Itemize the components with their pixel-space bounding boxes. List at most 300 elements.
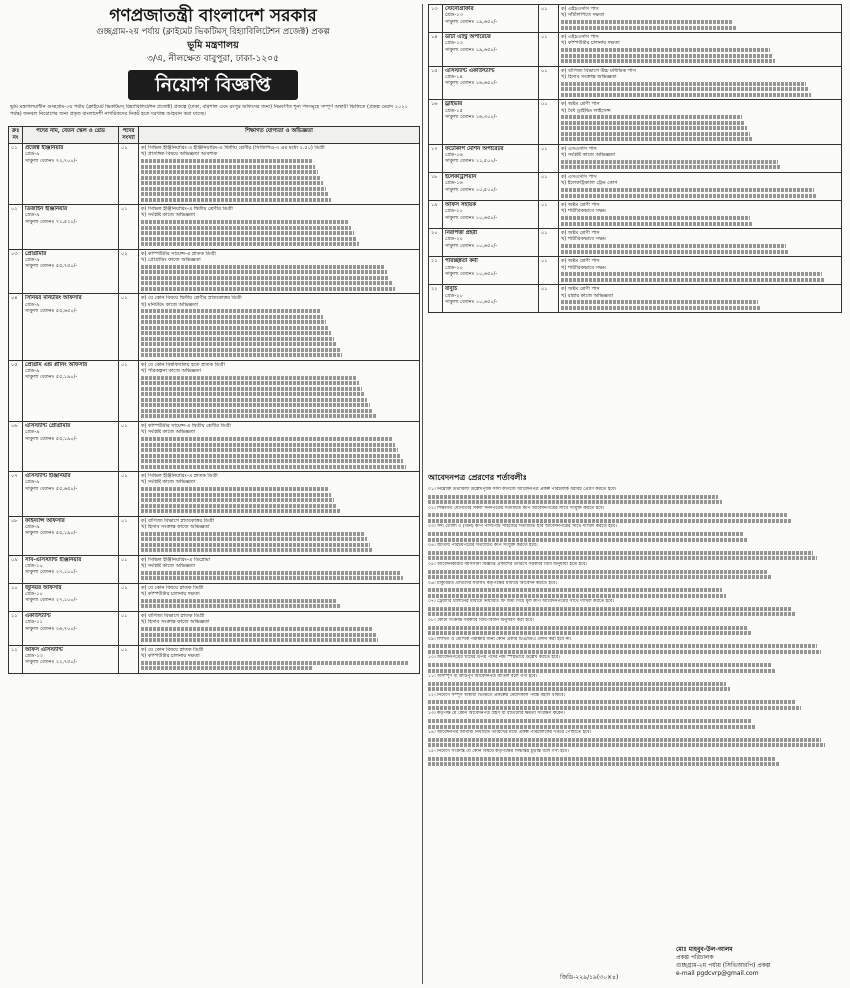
text-line: [141, 270, 387, 274]
condition-item: ১৪। আবেদনপত্র আগামী নির্ধারিত তারিখের মধ্যে প্রকল্প পরিচালকের দপ্তরে পৌঁছাতে হবে।: [428, 730, 592, 736]
row-post: [23, 205, 119, 250]
row-qualification: [559, 285, 842, 313]
text-line: [141, 414, 376, 418]
post-post: সিনিয়র মনিটরিং অফিসার: [25, 295, 82, 302]
post-post: নিরাপত্তা প্রহরী: [445, 230, 478, 237]
text-line: [561, 54, 772, 58]
text-line: [428, 631, 751, 635]
row-qualification: [139, 421, 420, 471]
qualification-line: ক) সিভিল ইঞ্জিনিয়ারিং-এ দ্বিতীয় শ্রেণীর ডিগ্রী: [141, 206, 233, 213]
post-post: এসিস্ট্যান্ট একাউন্ট্যান্ট: [445, 67, 495, 74]
post-pay: সাকুল্য বেতনঃ ২৬,৭০০/-: [25, 625, 78, 632]
qualification-line: খ) বৈধ ড্রাইভিং লাইসেন্স: [561, 107, 611, 114]
row-count: ০১: [539, 144, 559, 172]
post-post: ডাটা এন্ট্রি অপারেটর: [445, 34, 491, 41]
row-qualification: [139, 249, 420, 294]
text-line: [141, 571, 400, 575]
text-line: [141, 493, 331, 497]
post-post: বাবুর্চি: [445, 286, 458, 293]
text-line: [561, 244, 786, 248]
text-line: [141, 532, 365, 536]
row-serial: ০৫: [9, 360, 23, 421]
project-name: গুচ্ছগ্রাম-২য় পর্যায় (ক্লাইমেট ভিকটিমস্ রিহ্যাবিলিটেশন প্রজেক্ট) প্রকল্প: [96, 27, 330, 37]
row-serial: ১৯: [429, 201, 443, 229]
row-count: ০১: [539, 5, 559, 33]
text-line: [428, 669, 776, 673]
row-serial: ১৩: [429, 5, 443, 33]
row-qualification: [559, 172, 842, 200]
text-line: [561, 165, 781, 169]
text-line: [561, 137, 753, 141]
table-row: [9, 611, 420, 645]
text-line: [141, 666, 312, 670]
text-line: [141, 220, 348, 224]
signatory-designation: প্রকল্প পরিচালক: [676, 954, 714, 961]
condition-item: ০৪। জাতীয় পরিচয়পত্রের সত্যায়িত কপি সংযুক্ত করতে হবে।: [428, 543, 538, 549]
table-row: [9, 472, 420, 517]
text-line: [428, 612, 796, 616]
post-grade: গ্রেড-১৬: [445, 152, 463, 159]
post-pay: সাকুল্য বেতনঃ ২৭,১০০/-: [25, 569, 78, 576]
row-qualification: [139, 583, 420, 611]
text-line: [428, 607, 792, 611]
row-post: [23, 583, 119, 611]
row-qualification: [559, 144, 842, 172]
post-pay: সাকুল্য বেতনঃ ৭২,৭০০/-: [25, 157, 78, 164]
table-row: [9, 249, 420, 294]
qualification-line: খ) সংশ্লিষ্ট কাজে অভিজ্ঞতা: [141, 479, 196, 486]
row-qualification: [139, 294, 420, 361]
qualification-line: খ) রান্নার কাজে অভিজ্ঞতা: [561, 292, 614, 299]
post-grade: গ্রেড-১৫: [445, 107, 463, 114]
post-grade: গ্রেড-৯: [25, 368, 40, 375]
signatory-name: মোঃ মাহবুব-উল-আলম: [676, 946, 733, 953]
qualification-line: খ) সংশ্লিষ্ট কাজে অভিজ্ঞতা: [141, 212, 196, 219]
text-line: [141, 287, 395, 291]
table-row: [9, 294, 420, 361]
row-count: ০১: [539, 66, 559, 100]
text-line: [141, 353, 342, 357]
text-line: [428, 594, 726, 598]
post-pay: সাকুল্য বেতনঃ ১১,৫০০/-: [445, 158, 498, 165]
text-line: [141, 409, 373, 413]
row-count: ০১: [539, 229, 559, 257]
row-qualification: [559, 33, 842, 67]
row-count: ০১: [119, 516, 139, 555]
row-serial: ১২: [9, 645, 23, 673]
post-pay: সাকুল্য বেতনঃ ১০,৫০০/-: [445, 186, 498, 193]
row-post: [23, 645, 119, 673]
qualification-line: খ) সংশ্লিষ্ট কাজে অভিজ্ঞতা: [141, 563, 196, 570]
row-qualification: [139, 205, 420, 250]
header-serial: ক্রঃ নং: [9, 127, 23, 144]
row-count: ০১: [119, 611, 139, 645]
row-count: ০১: [119, 205, 139, 250]
row-serial: ০২: [9, 205, 23, 250]
qualification-line: খ) সাঁটলিপিতে দক্ষতা: [561, 12, 605, 19]
qualification-line: খ) প্রোগ্রামিং কাজে অভিজ্ঞতা: [141, 256, 201, 263]
text-line: [141, 226, 351, 230]
text-line: [141, 276, 389, 280]
condition-item: ০৬। চাকুরিরত প্রার্থীদের যথাযথ কর্তৃপক্ষের মাধ্যমে আবেদন করতে হবে।: [428, 580, 558, 586]
text-line: [141, 599, 337, 603]
row-qualification: [139, 516, 420, 555]
post-pay: সাকুল্য বেতনঃ ৫৫,৬৫০/-: [25, 485, 78, 492]
text-line: [141, 437, 392, 441]
row-post: [443, 172, 539, 200]
text-line: [141, 443, 395, 447]
post-grade: গ্রেড-২০: [445, 236, 463, 243]
row-post: [23, 294, 119, 361]
row-count: ০১: [539, 100, 559, 145]
header: [8, 6, 418, 66]
row-qualification: [559, 5, 842, 33]
post-pay: সাকুল্য বেতনঃ ৭১,৫২০/-: [25, 218, 78, 225]
office-address: ৩/এ, নীলক্ষেত বাবুপুরা, ঢাকা-১২০৫: [147, 54, 279, 64]
post-pay: সাকুল্য বেতনঃ ১৬,৩০০/-: [445, 113, 498, 120]
qualification-line: ক) কম্পিউটার সায়েন্স-এ দ্বিতীয় শ্রেণীর ডিগ্রী: [141, 422, 231, 429]
post-pay: সাকুল্য বেতনঃ ৫৫,১৯০/-: [25, 374, 78, 381]
row-post: [23, 555, 119, 583]
post-grade: গ্রেড-৯: [25, 479, 40, 486]
qualification-line: ক) অষ্টম শ্রেণী পাস: [561, 202, 600, 209]
qualification-line: ক) যে কোন বিশ্ববিদ্যালয় হতে স্নাতক ডিগ্রী: [141, 361, 225, 368]
post-pay: সাকুল্য বেতনঃ ১০,৬৫০/-: [445, 270, 498, 277]
text-line: [141, 661, 409, 665]
text-line: [561, 250, 789, 254]
text-line: [428, 757, 776, 761]
text-line: [141, 381, 359, 385]
text-line: [141, 342, 337, 346]
condition-item: ০২। শিক্ষাগত যোগ্যতার সকল সনদপত্রের সত্যায়িত কপি আবেদনপত্রের সাথে সংযুক্ত করতে হবে।: [428, 505, 605, 511]
conditions-list: [428, 487, 842, 766]
text-line: [141, 187, 326, 191]
header-qualification: শিক্ষাগত যোগ্যতা ও অভিজ্ঞতা: [139, 127, 420, 144]
table-row: [429, 172, 842, 200]
post-pay: সাকুল্য বেতনঃ ১০,৬৫০/-: [445, 242, 498, 249]
text-line: [141, 281, 392, 285]
text-line: [428, 725, 755, 729]
row-post: [443, 5, 539, 33]
row-count: ০১: [119, 421, 139, 471]
row-qualification: [139, 472, 420, 517]
text-line: [561, 87, 808, 91]
row-count: ০১: [119, 555, 139, 583]
condition-item: ১৫। নিয়োগ সংক্রান্ত যে কোন বিষয়ে কর্তৃপক্ষের সিদ্ধান্তই চূড়ান্ত বলে গণ্য হবে।: [428, 748, 569, 754]
post-grade: গ্রেড-৯: [25, 256, 40, 263]
text-line: [141, 398, 367, 402]
text-line: [141, 627, 373, 631]
table-row: [9, 421, 420, 471]
post-grade: গ্রেড-৯: [25, 429, 40, 436]
row-qualification: [139, 611, 420, 645]
qualification-line: খ) সংশ্লিষ্ট কাজে অভিজ্ঞতা: [561, 152, 616, 159]
text-line: [141, 326, 329, 330]
qualification-line: খ) হিসাব সংক্রান্ত অভিজ্ঞতা: [561, 73, 617, 80]
text-line: [141, 315, 323, 319]
qualification-line: ক) সিভিল ইঞ্জিনিয়ারিং-এ ডিপ্লোমা: [141, 556, 211, 563]
row-serial: ১৮: [429, 172, 443, 200]
table-row: [9, 360, 420, 421]
text-line: [428, 495, 718, 499]
row-count: ০১: [119, 645, 139, 673]
post-post: ফটোকপি মেশিন অপারেটর: [445, 145, 504, 152]
post-post: সাব-এসিস্ট্যান্ট ইঞ্জিনিয়ার: [25, 556, 82, 563]
government-title: গণপ্রজাতন্ত্রী বাংলাদেশ সরকার: [109, 6, 317, 26]
post-pay: সাকুল্য বেতনঃ ১৬,৬৫০/-: [445, 80, 498, 87]
application-conditions: [428, 472, 842, 942]
qualification-line: ক) অষ্টম শ্রেণী পাস: [561, 286, 600, 293]
post-post: এসিস্ট্যান্ট প্রোগ্রামার: [25, 422, 71, 429]
post-post: প্রোগ্রাম এন্ড প্লানিং অফিসার: [25, 361, 88, 368]
text-line: [561, 272, 822, 276]
qualification-line: খ) কম্পিউটার চালনায় দক্ষতা: [561, 40, 620, 47]
post-pay: সাকুল্য বেতনঃ ১৯,৬৫০/-: [445, 46, 498, 53]
row-count: ০১: [119, 294, 139, 361]
row-serial: ০৭: [9, 472, 23, 517]
post-pay: সাকুল্য বেতনঃ ৫৫,৭৫০/-: [25, 263, 78, 270]
post-grade: গ্রেড-১১: [25, 619, 43, 626]
text-line: [428, 551, 813, 555]
row-post: [443, 100, 539, 145]
row-qualification: [139, 360, 420, 421]
qualification-line: ক) বাণিজ্য বিভাগে স্নাতকোত্তর ডিগ্রী: [141, 517, 215, 524]
post-grade: গ্রেড-১০: [25, 563, 43, 570]
row-post: [23, 360, 119, 421]
qualification-line: ক) এইচএসসি পাস: [561, 6, 599, 12]
ministry-name: ভূমি মন্ত্রণালয়: [187, 40, 239, 51]
text-line: [428, 762, 780, 766]
row-qualification: [139, 144, 420, 205]
row-post: [443, 66, 539, 100]
post-grade: গ্রেড-১৪: [445, 73, 463, 80]
condition-item: ১১। অসম্পূর্ণ বা ত্রুটিপূর্ণ আবেদনপত্র বাতিল বলে গণ্য হবে।: [428, 674, 538, 680]
table-row: [9, 555, 420, 583]
text-line: [141, 454, 400, 458]
qualification-line: ক) এসএসসি পাস: [561, 145, 597, 152]
row-count: ০১: [119, 249, 139, 294]
table-row: [429, 201, 842, 229]
condition-item: ১০। আবেদনপত্রের খামের উপর পদের নাম স্পষ্টভাবে উল্লেখ করতে হবে।: [428, 655, 560, 661]
post-grade: গ্রেড-১৩: [445, 12, 463, 19]
post-grade: গ্রেড-১৬: [445, 180, 463, 187]
text-line: [428, 644, 817, 648]
post-post: প্রজেক্ট ইঞ্জিনিয়ার: [25, 145, 64, 151]
row-count: ০১: [539, 33, 559, 67]
post-pay: সাকুল্য বেতনঃ ৫৫,১৯০/-: [25, 530, 78, 537]
row-count: ০১: [119, 583, 139, 611]
table-row: [9, 205, 420, 250]
condition-item: ১৩। কর্তৃপক্ষ যে কোন আবেদনপত্র গ্রহণ বা বাতিলের ক্ষমতা সংরক্ষণ করেন।: [428, 711, 565, 717]
text-line: [141, 192, 329, 196]
post-pay: সাকুল্য বেতনঃ ৫৫,১৯০/-: [25, 435, 78, 442]
header-post: পদের নাম, বেতন স্কেল ও গ্রেড: [23, 127, 119, 144]
text-line: [428, 588, 722, 592]
text-line: [141, 198, 331, 202]
text-line: [428, 650, 821, 654]
text-line: [141, 387, 362, 391]
text-line: [428, 743, 825, 747]
post-grade: গ্রেড-৯: [25, 301, 40, 308]
row-serial: ২১: [429, 257, 443, 285]
text-line: [141, 459, 403, 463]
condition-item: ০৫। আবেদনকারীর বয়সসীমা বিজ্ঞপ্তি প্রকাশের তারিখে সরকারি বিধি অনুযায়ী হতে হবে।: [428, 561, 588, 567]
post-grade: গ্রেড-২০: [445, 292, 463, 299]
text-line: [141, 498, 334, 502]
post-post: ইলেকট্রিশিয়ান: [445, 173, 477, 180]
table-row: [9, 144, 420, 205]
row-post: [23, 611, 119, 645]
text-line: [428, 687, 730, 691]
table-row: [429, 100, 842, 145]
text-line: [141, 638, 378, 642]
text-line: [561, 26, 736, 30]
text-line: [141, 170, 318, 174]
text-line: [561, 194, 817, 198]
qualification-line: খ) মনিটরিং কাজে অভিজ্ঞতা: [141, 301, 199, 308]
text-line: [141, 504, 337, 508]
post-grade: গ্রেড-২০: [445, 208, 463, 215]
row-post: [23, 472, 119, 517]
qualification-line: খ) ইলেকট্রিক্যাল ট্রেড কোর্স: [561, 180, 618, 187]
post-pay: সাকুল্য বেতনঃ ৫৫,৬৫০/-: [25, 307, 78, 314]
post-grade: গ্রেড-১৩: [445, 40, 463, 47]
post-post: ডিজাইন ইঞ্জিনিয়ার: [25, 206, 68, 213]
text-line: [141, 548, 373, 552]
qualification-line: খ) শারীরিকভাবে সক্ষম: [561, 208, 606, 215]
row-qualification: [559, 100, 842, 145]
qualification-line: ক) অষ্টম শ্রেণী পাস: [561, 258, 600, 265]
row-count: ০১: [539, 257, 559, 285]
text-line: [428, 700, 796, 704]
row-serial: ০৩: [9, 249, 23, 294]
post-post: একাউন্ট্যান্ট: [25, 612, 51, 619]
text-line: [561, 20, 733, 24]
qualification-line: খ) হিসাব সংক্রান্ত কাজে অভিজ্ঞতা: [141, 523, 210, 530]
post-grade: গ্রেড-২০: [445, 264, 463, 271]
text-line: [561, 216, 750, 220]
condition-item: ০৯। লিখিত ও মৌখিক পরীক্ষার জন্য কোন প্রকার টিএ/ডিএ প্রদান করা হবে না।: [428, 636, 572, 642]
row-qualification: [559, 257, 842, 285]
table-row: [9, 516, 420, 555]
row-qualification: [139, 645, 420, 673]
qualification-line: খ) পরিকল্পনা কাজে অভিজ্ঞতা: [141, 368, 201, 375]
text-line: [428, 626, 747, 630]
row-count: ০১: [539, 201, 559, 229]
qualification-line: খ) হিসাব সংক্রান্ত কাজে অভিজ্ঞতা: [141, 619, 210, 626]
row-serial: ২০: [429, 229, 443, 257]
qualification-line: ক) যে কোন বিষয়ে দ্বিতীয় শ্রেণীর স্নাতকোত্তর ডিগ্রী: [141, 295, 242, 302]
text-line: [428, 532, 743, 536]
text-line: [428, 663, 772, 667]
text-line: [141, 337, 334, 341]
qualification-line: ক) সিভিল ইঞ্জিনিয়ারিং-এ স্নাতক ডিগ্রী: [141, 473, 218, 480]
text-line: [428, 706, 801, 710]
text-line: [141, 465, 406, 469]
condition-item: ০১। নিম্নোক্ত তথ্যাবলী উল্লেখপূর্বক সাদা কাগজে আবেদনপত্র প্রকল্প পরিচালক বরাবর প্রেরণ করতে হবে।: [428, 487, 617, 492]
row-serial: ১৭: [429, 144, 443, 172]
text-line: [141, 237, 356, 241]
text-line: [561, 121, 744, 125]
row-post: [443, 201, 539, 229]
recruitment-banner: নিয়োগ বিজ্ঞপ্তি: [128, 70, 298, 100]
table-row: [429, 33, 842, 67]
post-pay: সাকুল্য বেতনঃ ১০,৬৫০/-: [445, 298, 498, 305]
post-grade: গ্রেড-৯: [25, 523, 40, 530]
row-serial: ০৮: [9, 516, 23, 555]
text-line: [141, 165, 315, 169]
signatory-email: e-mail pgdcvrp@gmail.com: [676, 970, 759, 977]
condition-item: ০৩। সদ্য তোলা ৩ (তিন) কপি পাসপোর্ট সাইজের সত্যায়িত ছবি আবেদনপত্রের সাথে দাখিল করতে হবে।: [428, 524, 617, 530]
qualification-line: ক) বাণিজ্য বিভাগে উচ্চ মাধ্যমিক পাস: [561, 67, 636, 74]
qualification-line: খ) কম্পিউটার চালনায় দক্ষতা: [141, 591, 200, 598]
row-post: [443, 257, 539, 285]
text-line: [561, 222, 753, 226]
text-line: [141, 176, 320, 180]
post-pay: সাকুল্য বেতনঃ ২২,৭৫০/-: [25, 659, 78, 666]
text-line: [428, 556, 817, 560]
intro-paragraph: ভূমি মন্ত্রণালয়াধীন গুচ্ছগ্রাম-২য় পর্যায় (ক্লাইমেট ভিকটিমস্ রিহ্যাবিলিটেশন প্রজেক্ট) প্রকল্পে (ঢাকা, বরিশাল এবং রংপুর অফিসের জন্য) নিম্নবর্ণিত শূন্য পদসমূহে সম্পূর্ণ অস্থায়ী ভিত্তিতে (প্রকল্প মেয়াদ ২০২০ পর্যন্ত) জনবল নিয়োগের জন্য প্রকৃত বাংলাদেশী নাগরিকদের নিকট হতে দরখাস্ত আহবান করা যাচ্ছে।: [10, 104, 408, 117]
text-line: [561, 59, 775, 63]
row-serial: ০৬: [9, 421, 23, 471]
text-line: [428, 519, 792, 523]
text-line: [141, 376, 356, 380]
post-post: ফাইন্যান্স অফিসার: [25, 517, 65, 524]
condition-item: ১২। নিয়োগ সম্পূর্ণ অস্থায়ী ভিত্তিতে প্রকল্পের মেয়াদকাল পর্যন্ত বহাল থাকবে।: [428, 692, 566, 698]
condition-item: ০৭। ট্রেজারি চালানের মাধ্যমে নির্ধারিত ফি জমা দিয়ে মূল কপি আবেদনপত্রের সাথে দাখিল করতে হবে।: [428, 599, 615, 605]
row-post: [443, 144, 539, 172]
text-line: [141, 159, 312, 163]
qualification-line: ক) সিভিল ইঞ্জিনিয়ারিং এ ইঞ্জিনিয়ারিং-এ দ্বিতীয় শ্রেণীর (সিজিপিএ-৩ এর মধ্যে ২.৫০) ডিগ্রী: [141, 145, 325, 151]
table-row: [429, 144, 842, 172]
text-line: [561, 93, 811, 97]
text-line: [561, 82, 806, 86]
qualification-line: খ) শারীরিকভাবে সক্ষম: [561, 264, 606, 271]
text-line: [561, 126, 747, 130]
text-line: [561, 160, 778, 164]
table-header-row: [9, 127, 420, 144]
qualification-line: খ) সংশ্লিষ্ট কাজে অভিজ্ঞতা: [141, 429, 196, 436]
qualification-line: খ) শারীরিকভাবে সক্ষম: [561, 236, 606, 243]
row-post: [23, 249, 119, 294]
text-line: [428, 682, 726, 686]
jobs-table-left: [8, 126, 420, 674]
text-line: [141, 448, 398, 452]
qualification-line: খ) কম্পিউটার চালনায় দক্ষতা: [141, 652, 200, 659]
post-grade: গ্রেড-১৩: [25, 652, 43, 659]
table-row: [429, 66, 842, 100]
text-line: [141, 543, 370, 547]
reference-number: জিডি-২২৯/১৯(৩০×৪): [560, 974, 619, 981]
text-line: [141, 576, 403, 580]
table-row: [429, 229, 842, 257]
text-line: [141, 537, 367, 541]
row-count: ০১: [539, 172, 559, 200]
row-serial: ০৪: [9, 294, 23, 361]
post-pay: সাকুল্য বেতনঃ ২৭,১০০/-: [25, 597, 78, 604]
text-line: [561, 300, 758, 304]
qualification-line: ক) যে কোন বিষয়ে স্নাতক ডিগ্রী: [141, 584, 204, 591]
text-line: [141, 348, 340, 352]
qualification-line: ক) কম্পিউটার সায়েন্স-এ স্নাতক ডিগ্রী: [141, 250, 216, 257]
text-line: [141, 242, 359, 246]
text-line: [428, 575, 772, 579]
text-line: [428, 719, 751, 723]
jobs-table-right: [428, 4, 842, 313]
post-post: স্টেনোগ্রাফার: [445, 6, 474, 12]
header-count: পদের সংখ্যা: [119, 127, 139, 144]
row-serial: ০১: [9, 144, 23, 205]
